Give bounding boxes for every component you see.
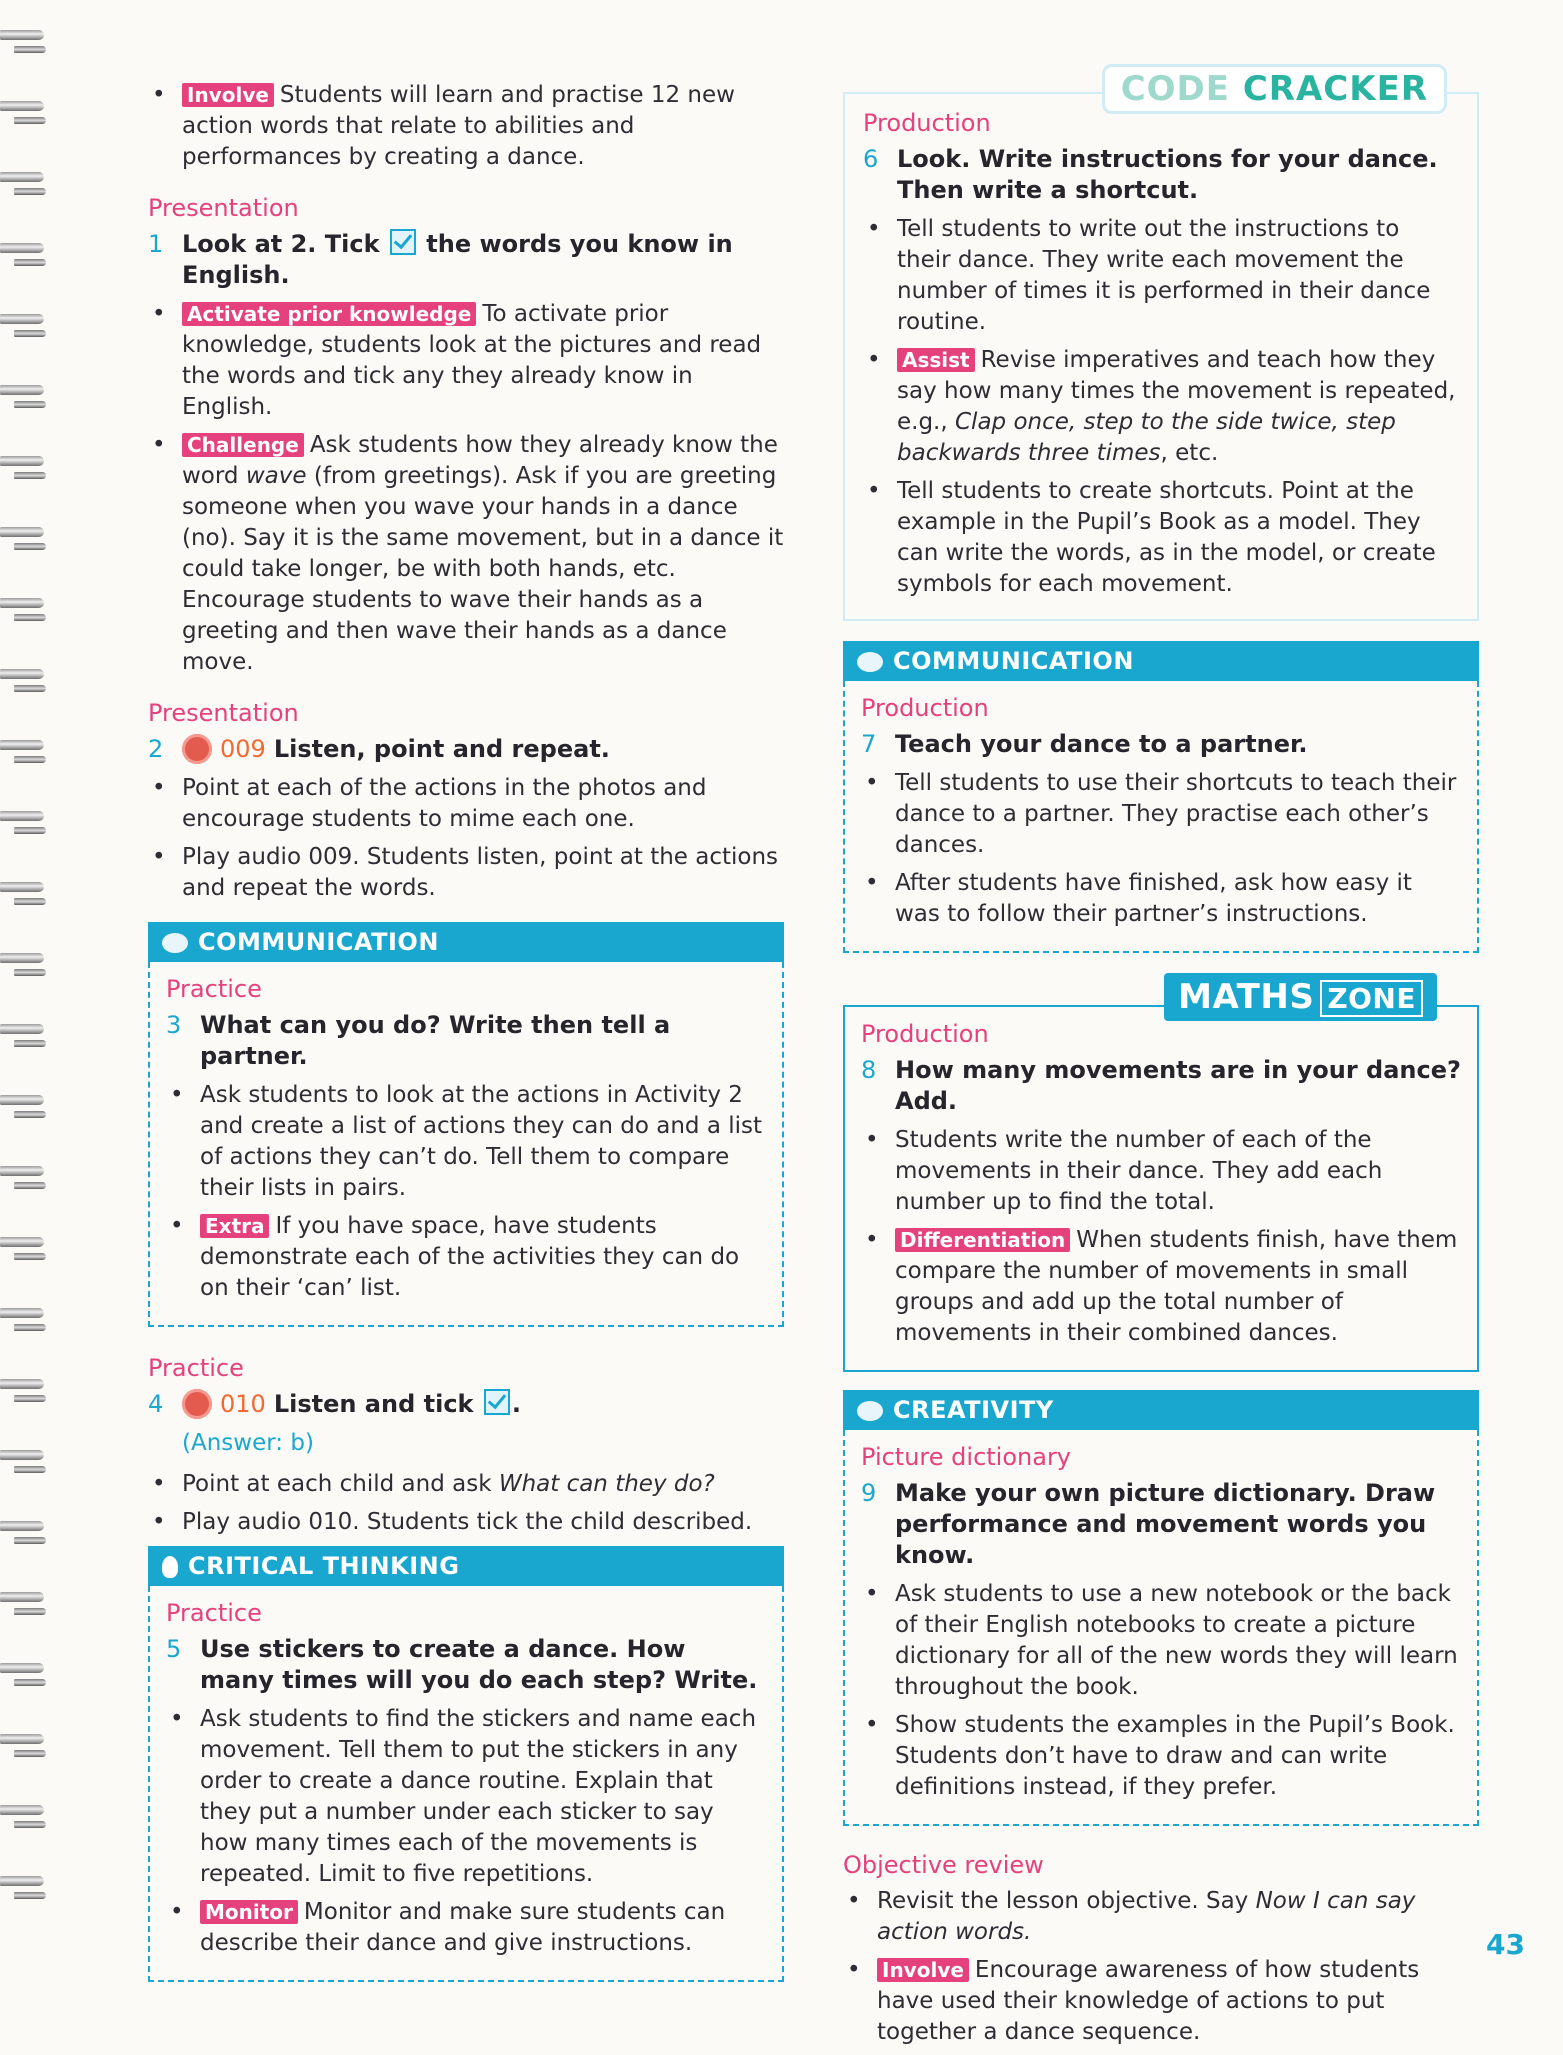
spiral-ring <box>0 740 44 750</box>
audio-cd-icon <box>182 734 212 764</box>
communication-box-left <box>148 922 784 1327</box>
spiral-ring <box>14 1253 46 1260</box>
audio-cd-icon <box>182 1389 212 1419</box>
bullet-text: Point at each child and ask <box>182 1471 492 1497</box>
spiral-ring <box>0 1024 44 1034</box>
bullet <box>843 1886 1479 1948</box>
page-number: 43 <box>1486 1928 1525 1961</box>
heading-text: COMMUNICATION <box>893 647 1134 675</box>
creativity-body <box>843 1430 1479 1826</box>
activity-7 <box>861 729 1461 760</box>
activity-number: 3 <box>166 1011 182 1039</box>
spiral-ring <box>0 172 44 182</box>
spiral-ring <box>14 1537 46 1544</box>
spiral-ring <box>14 543 46 550</box>
activity-number: 2 <box>148 735 164 763</box>
challenge-tag: Challenge <box>182 433 304 457</box>
creativity-heading <box>843 1390 1479 1430</box>
palette-icon <box>857 1401 883 1421</box>
section-label-presentation: Presentation <box>148 699 299 727</box>
bullet: • Point at each of the actions in the photos and encourage students to mime each one. <box>148 773 784 835</box>
critical-thinking-heading <box>148 1546 784 1586</box>
bullet-assist <box>863 345 1459 469</box>
spiral-ring <box>14 827 46 834</box>
activity-number: 5 <box>166 1635 182 1663</box>
bullet-differentiation <box>861 1225 1461 1349</box>
activity-number: 1 <box>148 230 164 258</box>
speech-bubble-icon <box>162 933 188 953</box>
activity-4: 4 010 Listen and tick . <box>148 1390 521 1418</box>
spiral-ring <box>0 1095 44 1105</box>
activity-9 <box>861 1478 1461 1571</box>
bullet-text: (from greetings). Ask if you are greeting someone when you wave your hands in a dance (no). Say it is the same movement, but in a dance it could take longer, be with both hands, etc. Encourage students to wave their hands as a greeting and then wave their hands as a dance move. <box>182 463 784 675</box>
bullet <box>148 1507 784 1538</box>
bullet: • After students have finished, ask how easy it was to follow their partner’s instructions. <box>861 868 1461 930</box>
spiral-ring <box>14 1821 46 1828</box>
bullet-text: Play audio 010. Students tick the child described. <box>182 1509 753 1535</box>
spiral-ring <box>0 385 44 395</box>
communication-box-right <box>843 641 1479 953</box>
communication-heading <box>148 922 784 962</box>
bullet-text: Revisit the lesson objective. Say <box>877 1888 1249 1914</box>
audio-track: 010 <box>220 1390 266 1418</box>
bullet-text: Ask students to find the stickers and name each movement. Tell them to put the stickers in any order to create a dance routine. Explain that they put a number under each sticker to say how many times each of the movements is repeated. Limit to five repetitions. <box>200 1706 757 1887</box>
bullet-text: Tell students to write out the instructions to their dance. They write each movement the number of times it is performed in their dance routine. <box>897 216 1431 335</box>
bullet-text: To activate prior knowledge, students look at the pictures and read the words and tick any they already know in English. <box>182 301 762 420</box>
spiral-ring <box>0 882 44 892</box>
heading-text: CREATIVITY <box>893 1396 1054 1424</box>
spiral-ring <box>0 314 44 324</box>
activity-text: Listen and tick <box>273 1390 474 1418</box>
spiral-ring <box>0 456 44 466</box>
speech-bubble-icon <box>857 652 883 672</box>
spiral-ring <box>0 1521 44 1531</box>
spiral-ring <box>14 401 46 408</box>
activity-3 <box>166 1010 766 1072</box>
bullet: • Tell students to use their shortcuts to teach their dance to a partner. They practise each other’s dances. <box>861 768 1461 861</box>
code-cracker-badge <box>1102 64 1447 114</box>
spiral-ring <box>14 1040 46 1047</box>
bullet-text: Revise imperatives and teach how they say how many times the movement is repeated, e.g., <box>897 347 1456 435</box>
spiral-ring <box>14 117 46 124</box>
section-label-practice: Practice <box>148 1354 244 1382</box>
bullet-involve <box>843 1955 1479 2048</box>
bullet-text: If you have space, have students demonstrate each of the activities they can do on their ‘can’ list. <box>200 1213 740 1301</box>
activity-6 <box>863 144 1459 206</box>
answer: (Answer: b) <box>182 1430 314 1456</box>
heading-text: CRITICAL THINKING <box>188 1552 460 1580</box>
tick-box-icon <box>484 1389 510 1415</box>
bullet-activate-prior-knowledge <box>148 299 784 423</box>
extra-tag: Extra <box>200 1214 269 1238</box>
activity-text: Make your own picture dictionary. Draw performance and movement words you know. <box>895 1479 1436 1569</box>
spiral-ring <box>0 1663 44 1673</box>
spiral-ring <box>0 953 44 963</box>
bullet: • Ask students to use a new notebook or the back of their English notebooks to create a picture dictionary for all of the new words they will learn throughout the book. <box>861 1579 1461 1703</box>
spiral-ring <box>14 1111 46 1118</box>
spiral-ring <box>14 188 46 195</box>
section-label-production: Production <box>863 109 991 137</box>
section-label-presentation: Presentation <box>148 194 299 222</box>
bullet-text: Students write the number of each of the movements in their dance. They add each number up to find the total. <box>895 1127 1383 1215</box>
spiral-ring <box>14 1395 46 1402</box>
spiral-ring <box>14 898 46 905</box>
bullet <box>861 1125 1461 1218</box>
bullet <box>863 214 1459 338</box>
spiral-ring <box>0 1805 44 1815</box>
left-column <box>148 80 784 1982</box>
spiral-ring <box>14 969 46 976</box>
activity-text: What can you do? Write then tell a partner. <box>200 1011 671 1070</box>
badge-text: ZONE <box>1320 980 1423 1017</box>
spiral-ring <box>0 1308 44 1318</box>
tick-box-icon <box>390 229 416 255</box>
critical-thinking-box <box>148 1546 784 1982</box>
bullet-text: Encourage awareness of how students have used their knowledge of actions to put together a dance sequence. <box>877 1957 1420 2045</box>
activity-text: How many movements are in your dance? Add. <box>895 1056 1461 1115</box>
audio-track: 009 <box>220 735 266 763</box>
spiral-ring <box>0 1592 44 1602</box>
bullet-text: Ask students to look at the actions in Activity 2 and create a list of actions they can do and a list of actions they can’t do. Tell them to compare their lists in pairs. <box>200 1082 763 1201</box>
section-label-production: Production <box>861 694 989 722</box>
critical-thinking-body <box>148 1586 784 1982</box>
maths-zone-badge <box>1164 973 1437 1021</box>
spiral-ring <box>0 243 44 253</box>
monitor-tag: Monitor <box>200 1900 298 1924</box>
activity-5 <box>166 1634 766 1696</box>
involve-tag: Involve <box>182 83 274 107</box>
spiral-ring <box>0 101 44 111</box>
spiral-ring <box>14 472 46 479</box>
communication-body <box>843 681 1479 953</box>
spiral-ring <box>14 1892 46 1899</box>
bullet-emphasis: What can they do? <box>498 1471 715 1497</box>
spiral-ring <box>14 1466 46 1473</box>
activity-number: 4 <box>148 1390 164 1418</box>
lightbulb-icon <box>162 1556 178 1578</box>
bullet <box>863 476 1459 600</box>
bullet-extra <box>166 1211 766 1304</box>
bullet-text: , etc. <box>1160 440 1219 466</box>
spiral-ring <box>0 527 44 537</box>
section-label-practice: Practice <box>166 1599 262 1627</box>
section-label-practice: Practice <box>166 975 262 1003</box>
activity-number: 6 <box>863 145 879 173</box>
badge-text: MATHS <box>1178 977 1315 1017</box>
section-label-picture-dictionary: Picture dictionary <box>861 1443 1072 1471</box>
assist-tag: Assist <box>897 348 975 372</box>
spiral-ring <box>0 669 44 679</box>
activity-1 <box>148 229 784 291</box>
activity-2 <box>148 734 784 765</box>
creativity-box <box>843 1390 1479 1826</box>
spiral-ring <box>14 1679 46 1686</box>
spiral-ring <box>0 1734 44 1744</box>
bullet-monitor <box>166 1897 766 1959</box>
activity-8 <box>861 1055 1461 1117</box>
spiral-ring <box>0 811 44 821</box>
spiral-binding <box>0 0 48 2000</box>
spiral-ring <box>0 1450 44 1460</box>
spiral-ring <box>14 1182 46 1189</box>
bullet <box>166 1080 766 1204</box>
spiral-ring <box>14 259 46 266</box>
spiral-ring <box>14 330 46 337</box>
activity-number: 8 <box>861 1056 877 1084</box>
spiral-ring <box>14 46 46 53</box>
activity-text: the words you know in English. <box>182 230 733 289</box>
spiral-ring <box>14 756 46 763</box>
section-label-objective-review: Objective review <box>843 1851 1044 1879</box>
spiral-ring <box>0 1237 44 1247</box>
maths-zone-box <box>843 977 1479 1372</box>
spiral-ring <box>14 614 46 621</box>
activity-text: Look. Write instructions for your dance. Then write a shortcut. <box>897 145 1438 204</box>
activity-number: 9 <box>861 1479 877 1507</box>
bullet: • Show students the examples in the Pupil’s Book. Students don’t have to draw and can write definitions instead, if they prefer. <box>861 1710 1461 1803</box>
bullet-emphasis: Clap once, step to the side twice, step backwards three times <box>897 409 1396 466</box>
spiral-ring <box>0 1166 44 1176</box>
activity-text: Teach your dance to a partner. <box>895 730 1308 758</box>
code-cracker-box <box>843 69 1479 621</box>
spiral-ring <box>0 598 44 608</box>
communication-body <box>148 962 784 1327</box>
bullet-emphasis: wave <box>245 463 307 489</box>
activity-text: Listen, point and repeat. <box>273 735 610 763</box>
heading-text: COMMUNICATION <box>198 928 439 956</box>
spiral-ring <box>0 1379 44 1389</box>
spiral-ring <box>14 1324 46 1331</box>
section-label-production: Production <box>861 1020 989 1048</box>
bullet: • Play audio 009. Students listen, point at the actions and repeat the words. <box>148 842 784 904</box>
activity-text: Use stickers to create a dance. How many times will you do each step? Write. <box>200 1635 758 1694</box>
bullet-text: Monitor and make sure students can describe their dance and give instructions. <box>200 1899 726 1956</box>
differentiation-tag: Differentiation <box>895 1228 1070 1252</box>
intro-bullet <box>148 80 784 173</box>
badge-text: CRACKER <box>1242 69 1428 109</box>
bullet-text: Ask students how they already know the word <box>182 432 778 489</box>
spiral-ring <box>0 1876 44 1886</box>
bullet <box>148 1469 784 1500</box>
intro-text: Students will learn and practise 12 new action words that relate to abilities and performances by creating a dance. <box>182 82 735 170</box>
activity-text: Look at 2. Tick <box>182 230 380 258</box>
bullet-text: Tell students to create shortcuts. Point at the example in the Pupil’s Book as a model. They can write the words, as in the model, or create symbols for each movement. <box>897 478 1436 597</box>
involve-tag: Involve <box>877 1958 969 1982</box>
activate-prior-knowledge-tag: Activate prior knowledge <box>182 302 476 326</box>
bullet <box>166 1704 766 1890</box>
communication-heading <box>843 641 1479 681</box>
spiral-ring <box>14 1750 46 1757</box>
bullet-challenge <box>148 430 784 678</box>
spiral-ring <box>14 685 46 692</box>
right-column <box>843 69 1479 2055</box>
bullet-text: When students finish, have them compare the number of movements in small groups and add up the total number of movements in their combined dances. <box>895 1227 1458 1346</box>
badge-text: CODE <box>1120 69 1230 109</box>
spiral-ring <box>14 1608 46 1615</box>
spiral-ring <box>0 30 44 40</box>
activity-number: 7 <box>861 730 877 758</box>
bullet-emphasis: Now I can say action words. <box>877 1888 1416 1945</box>
